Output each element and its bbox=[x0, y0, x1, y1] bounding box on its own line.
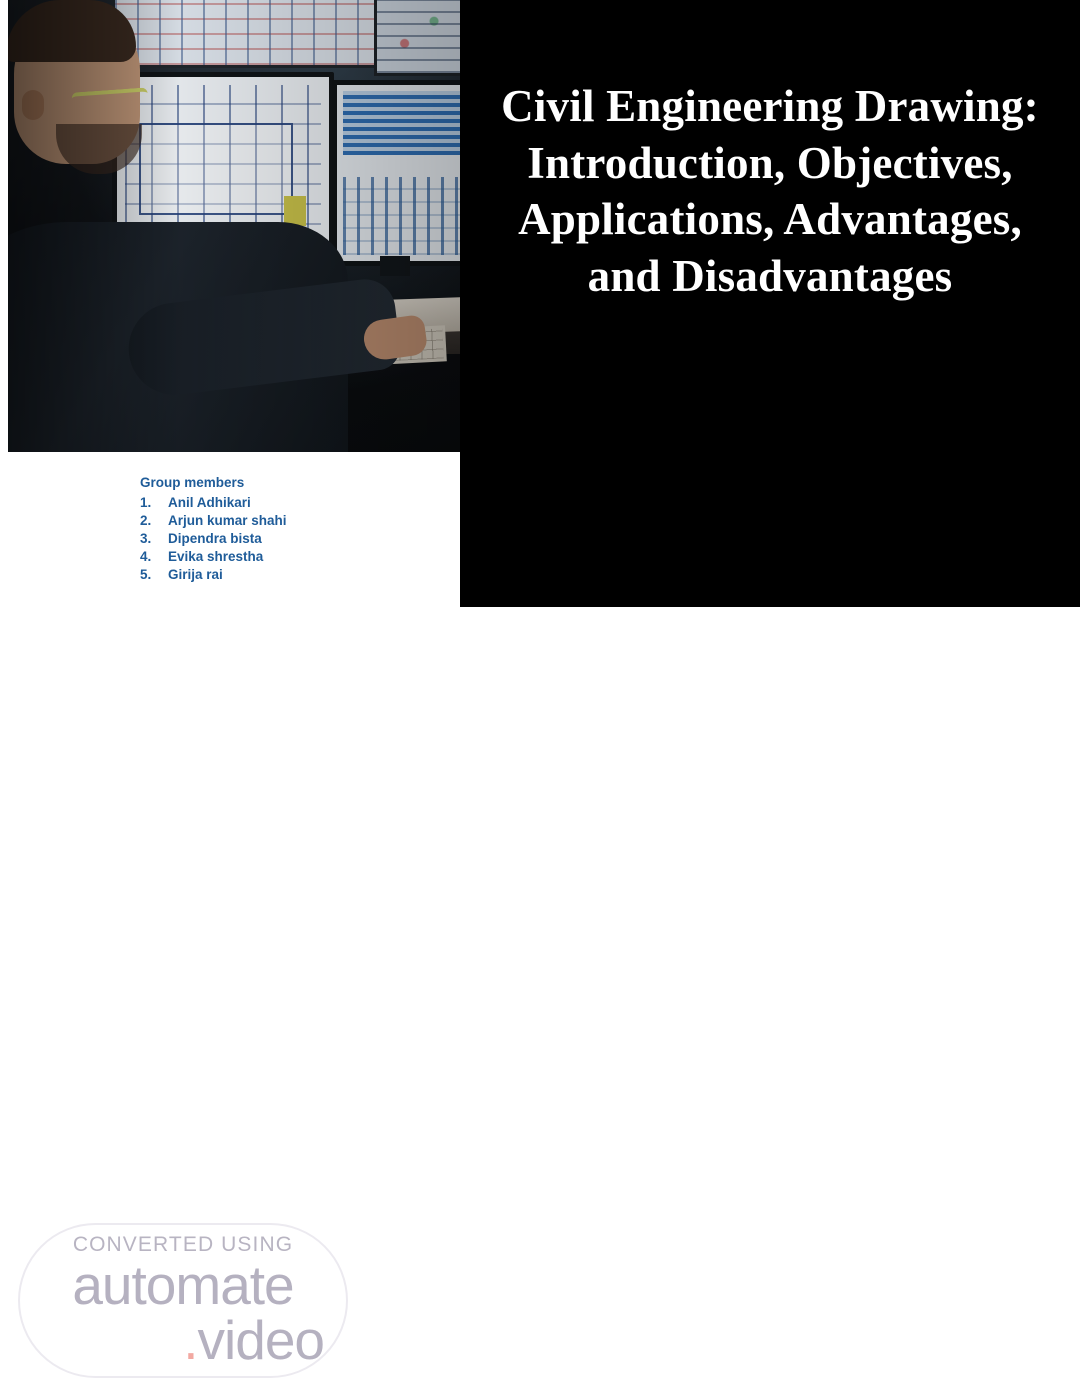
list-item-number: 1. bbox=[140, 495, 152, 511]
photo-vignette bbox=[8, 0, 460, 452]
watermark-domain-label: video bbox=[197, 1308, 324, 1371]
title-panel bbox=[460, 0, 1080, 607]
list-item bbox=[140, 530, 440, 548]
list-item bbox=[140, 512, 440, 530]
group-members-block bbox=[140, 474, 440, 584]
watermark-domain bbox=[183, 1308, 346, 1371]
list-item-number: 4. bbox=[140, 549, 152, 565]
cover-photo bbox=[8, 0, 460, 452]
list-item-label: Arjun kumar shahi bbox=[168, 513, 287, 529]
list-item-label: Anil Adhikari bbox=[168, 495, 251, 511]
list-item-number: 3. bbox=[140, 531, 152, 547]
list-item-label: Girija rai bbox=[168, 567, 223, 583]
list-item-label: Evika shrestha bbox=[168, 549, 264, 565]
list-item bbox=[140, 548, 440, 566]
group-members-heading: Group members bbox=[140, 475, 245, 490]
page-title: Civil Engineering Drawing: Introduction, Objectives, Applications, Advantages, and Disadvantages bbox=[501, 81, 1039, 302]
list-item-number: 2. bbox=[140, 513, 152, 529]
list-item-label: Dipendra bista bbox=[168, 531, 262, 547]
conversion-watermark-badge bbox=[18, 1223, 348, 1378]
watermark-brand: automate bbox=[72, 1254, 294, 1317]
list-item bbox=[140, 566, 440, 584]
watermark-top-label: CONVERTED USING bbox=[72, 1233, 294, 1257]
group-members-list bbox=[140, 494, 440, 584]
list-item bbox=[140, 494, 440, 512]
list-item-number: 5. bbox=[140, 567, 152, 583]
watermark-dot: . bbox=[183, 1308, 198, 1371]
